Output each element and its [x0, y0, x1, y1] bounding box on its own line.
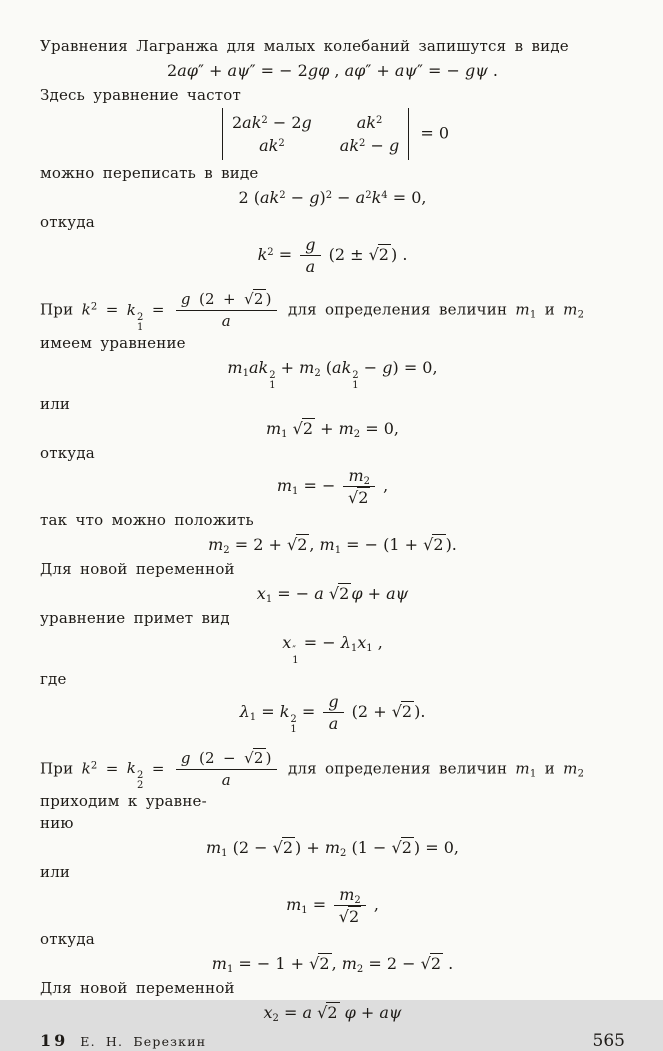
square-root: √2	[348, 487, 369, 507]
equation: $x_2 = a$ √2 φ + aψ	[263, 1003, 402, 1024]
text-line: или	[40, 394, 71, 413]
text-line: При $k^2 = k$ 2 2 = $\frac{g (2 - √2 )}{a}$ для определения величин $m_1$ и $m_2$ приходим к уравне-	[40, 748, 585, 810]
text-line: Для новой переменной	[40, 559, 235, 578]
square-root: √2	[368, 245, 389, 264]
equation: 2aφ″ + aψ″ = − 2gφ , aφ″ + aψ″ = − gψ .	[167, 61, 498, 80]
print-signature-number: 19	[40, 1031, 69, 1050]
square-root: √2	[244, 290, 264, 308]
equation: $m_2 = 2 + √2$ , $m_1$ = − (1 + √2 ).	[208, 534, 457, 556]
text-line: или	[40, 863, 71, 881]
text-line: Для новой переменной	[40, 979, 235, 997]
square-root: √2	[317, 1003, 338, 1022]
text-line: можно переписать в виде	[40, 164, 259, 182]
text-line: Уравнения Лагранжа для малых колебаний запишутся в виде	[40, 37, 569, 55]
square-root: √2	[309, 954, 330, 973]
text-line: откуда	[40, 213, 95, 231]
text-line: При $k^2 = k$ 2 1 = $\frac{g (2 + √2 )}{a}$ для определения величин $m_1$ и $m_2$ имеем уравнение	[40, 290, 585, 352]
equation: $2ak^2 - 2g$ $ak^2$ $ak^2$ $ak^2 - g$ = 0	[40, 108, 625, 160]
square-root: √2	[328, 583, 350, 603]
square-root: √2	[286, 534, 308, 554]
text-line: откуда	[40, 443, 95, 462]
square-root: √2	[420, 954, 442, 973]
equation: $k^2$ = $\frac{g}{a}$ (2 ± √2 ) .	[257, 235, 408, 276]
text-line: так что можно положить	[40, 510, 254, 529]
equation: $m_1$ = $\frac{m_2}{√2}$ ,	[286, 885, 379, 926]
equation: $\lambda_1 = k$ 2 1 = $\frac{g}{a}$ (2 + √2 ).	[239, 691, 426, 735]
text-line: нию	[40, 814, 74, 832]
square-root: √2	[292, 418, 314, 438]
equation: $x_1$ = − a √2 φ + aψ	[256, 583, 409, 605]
square-root: √2	[272, 838, 294, 857]
text-line: где	[40, 669, 67, 688]
page-footer	[40, 1027, 625, 1051]
equation: x ″ 1 = − $\lambda_1x_1$ ,	[282, 632, 383, 666]
square-root: √2	[391, 701, 413, 721]
equation: $m_1$ $√2 + m_2 = 0$,	[266, 418, 399, 440]
page-content	[40, 34, 625, 1027]
equation: $m_1$ = − 1 + √2 , $m_2 = 2 - √2$ .	[211, 954, 454, 975]
equation: $m_1ak$ 2 1 + $m_2$ (ak 2 1 − g) = 0,	[227, 357, 438, 391]
text-line: Здесь уравнение частот	[40, 86, 242, 104]
square-root: √2	[244, 748, 264, 767]
text-line: откуда	[40, 930, 95, 948]
equation: $m_1$ = − $\frac{m_2}{√2}$ ,	[276, 465, 389, 507]
text-line: уравнение примет вид	[40, 608, 230, 627]
equation: $m_1$ (2 − √2 ) + $m_2$ (1 − √2 ) = 0,	[206, 838, 459, 859]
square-root: √2	[338, 907, 360, 926]
page-number: 565	[592, 1031, 625, 1051]
square-root: √2	[391, 838, 412, 857]
equation: 2 $(ak^2 - g)^2 - a^2k^4 = 0$,	[238, 188, 427, 207]
square-root: √2	[423, 534, 444, 554]
author-name: Е. Н. Березкин	[80, 1034, 207, 1049]
determinant: $2ak^2 - 2g$ $ak^2$ $ak^2$ $ak^2 - g$	[222, 108, 409, 160]
